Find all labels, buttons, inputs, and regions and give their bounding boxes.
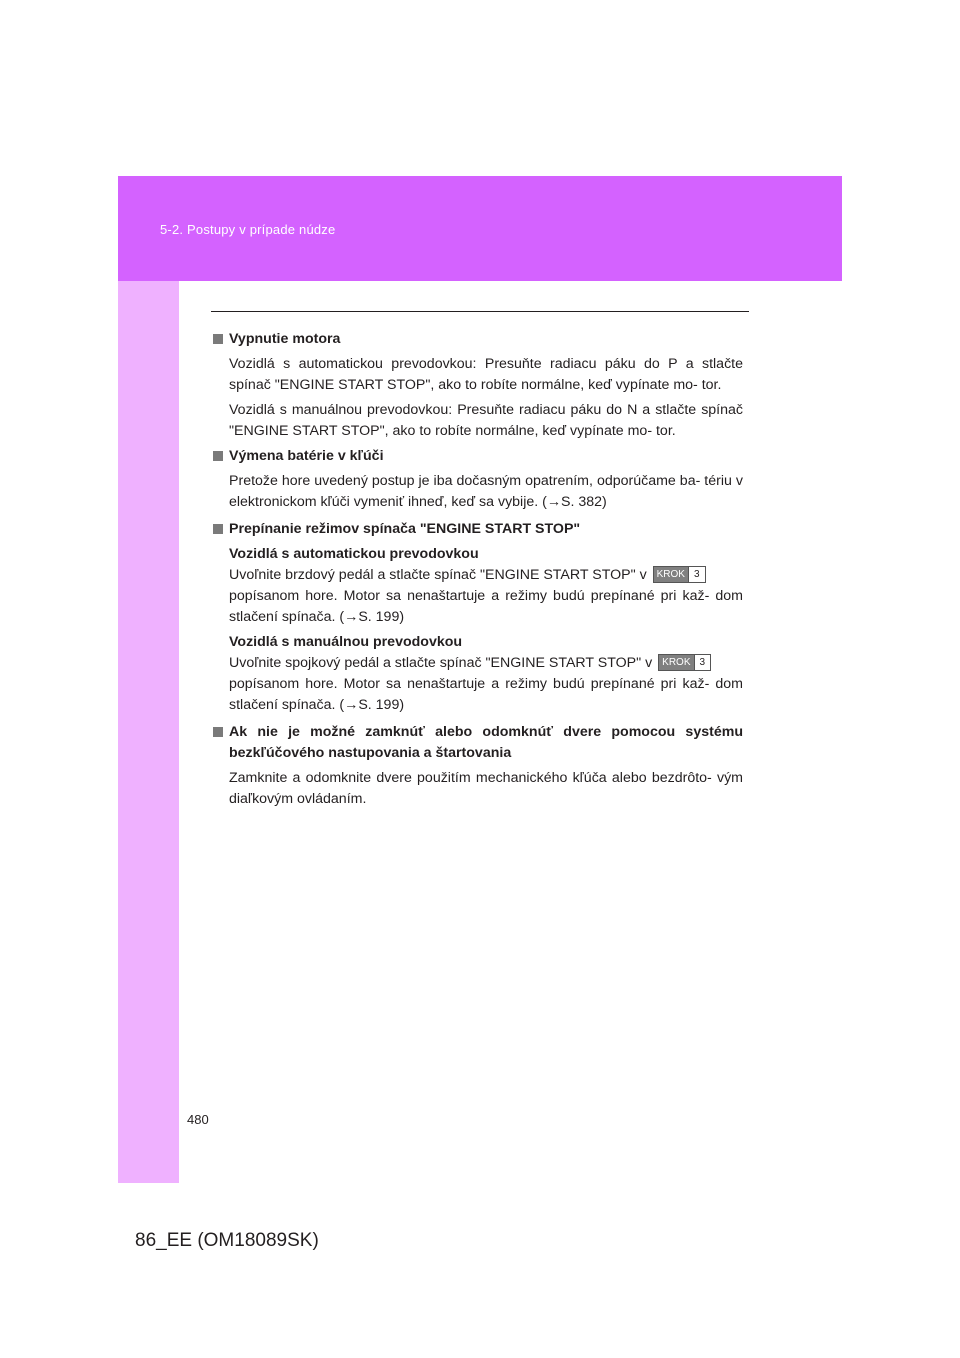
section-title: 5-2. Postupy v prípade núdze: [160, 222, 336, 237]
paragraph: Pretože hore uvedený postup je iba dočasným opatrením, odporúčame ba- tériu v elektronickom kľúči vymeniť ihneď, keď sa vybije. (→S. 382): [229, 473, 743, 510]
square-bullet-icon: [213, 334, 223, 344]
square-bullet-icon: [213, 451, 223, 461]
section-battery: [213, 446, 743, 513]
badge-label: KROK: [659, 655, 693, 670]
badge-number: 3: [694, 655, 711, 670]
footer-code: 86_EE (OM18089SK): [135, 1230, 319, 1251]
paragraph: Vozidlá s automatickou prevodovkou: Presuňte radiacu páku do P a stlačte spínač "ENGINE START STOP", ako to robíte normálne, keď vypínate mo- tor.: [229, 356, 743, 393]
badge-number: 3: [688, 567, 705, 582]
step-badge: [658, 654, 711, 671]
paragraph: popísanom hore. Motor sa nenaštartuje a režimy budú prepínané pri kaž- dom stlačení spínača. (→S. 199): [229, 588, 743, 625]
section-heading: Prepínanie režimov spínača "ENGINE START STOP": [229, 521, 581, 537]
paragraph: [229, 565, 743, 586]
section-keyless-fail: [213, 722, 743, 810]
subheading: Vozidlá s automatickou prevodovkou: [229, 546, 479, 562]
text-run: Uvoľnite spojkový pedál a stlačte spínač "ENGINE START STOP" v: [229, 655, 653, 671]
section-switch-modes: [213, 519, 743, 716]
page-content: [213, 329, 743, 810]
paragraph: Vozidlá s manuálnou prevodovkou: Presuňte radiacu páku do N a stlačte spínač "ENGINE START STOP", ako to robíte normálne, keď vypínate mo- tor.: [229, 402, 743, 439]
side-band: [118, 281, 179, 1183]
step-badge: [653, 566, 706, 583]
page-number: 480: [187, 1112, 209, 1127]
divider: [211, 311, 749, 312]
section-heading: Vypnutie motora: [229, 331, 341, 347]
square-bullet-icon: [213, 727, 223, 737]
section-engine-off: [213, 329, 743, 442]
paragraph: Zamknite a odomknite dvere použitím mechanického kľúča alebo bezdrôto- vým diaľkovým ovládaním.: [229, 770, 743, 807]
paragraph: popísanom hore. Motor sa nenaštartuje a režimy budú prepínané pri kaž- dom stlačení spínača. (→S. 199): [229, 676, 743, 713]
paragraph: [229, 653, 743, 674]
badge-label: KROK: [654, 567, 688, 582]
subheading: Vozidlá s manuálnou prevodovkou: [229, 634, 463, 650]
text-run: Uvoľnite brzdový pedál a stlačte spínač "ENGINE START STOP" v: [229, 567, 647, 583]
section-heading: Výmena batérie v kľúči: [229, 448, 384, 464]
section-heading: Ak nie je možné zamknúť alebo odomknúť dvere pomocou systému bezkľúčového nastupovania a štartovania: [229, 724, 743, 761]
square-bullet-icon: [213, 524, 223, 534]
